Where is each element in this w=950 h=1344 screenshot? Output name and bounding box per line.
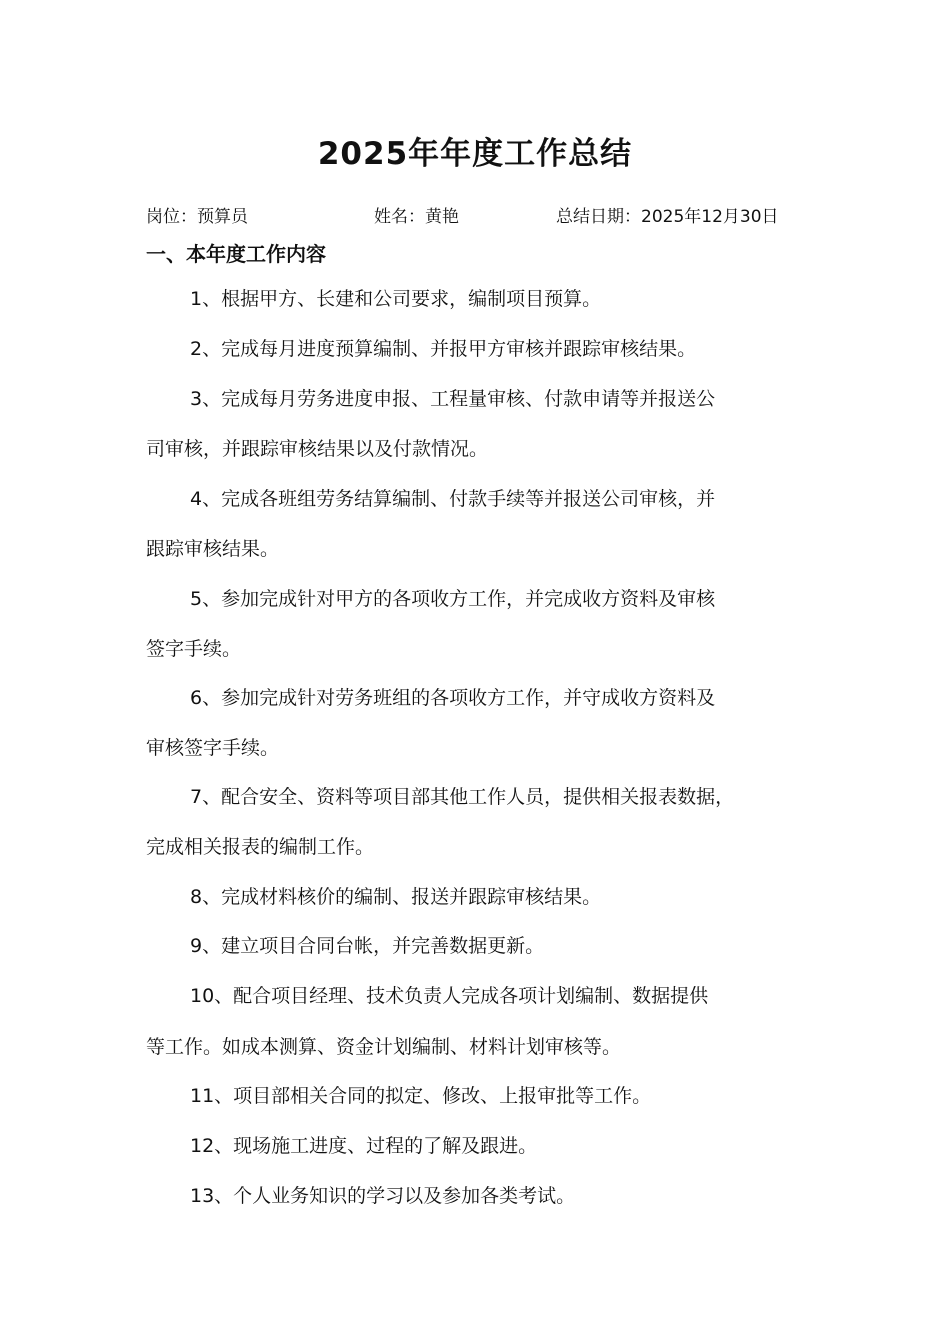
- list-item-5-cont: 签字手续。: [146, 638, 242, 660]
- list-item-3-cont: 司审核，并跟踪审核结果以及付款情况。: [146, 438, 489, 460]
- document-title: 2025年年度工作总结: [317, 136, 633, 172]
- list-item-10: 10、配合项目经理、技术负责人完成各项计划编制、数据提供: [190, 985, 709, 1007]
- list-item-6-cont: 审核签字手续。: [146, 737, 280, 759]
- name-field: 姓名：黄艳: [374, 207, 459, 227]
- list-item-3: 3、完成每月劳务进度申报、工程量审核、付款申请等并报送公: [190, 388, 716, 410]
- list-item-2: 2、完成每月进度预算编制、并报甲方审核并跟踪审核结果。: [190, 338, 697, 360]
- list-item-10-cont: 等工作。如成本测算、资金计划编制、材料计划审核等。: [146, 1036, 622, 1058]
- list-item-8: 8、完成材料核价的编制、报送并跟踪审核结果。: [190, 886, 602, 908]
- list-item-4: 4、完成各班组劳务结算编制、付款手续等并报送公司审核，并: [190, 488, 716, 510]
- list-item-11: 11、项目部相关合同的拟定、修改、上报审批等工作。: [190, 1085, 652, 1107]
- list-item-6: 6、参加完成针对劳务班组的各项收方工作，并守成收方资料及: [190, 687, 716, 709]
- list-item-9: 9、建立项目合同台帐，并完善数据更新。: [190, 935, 545, 957]
- position-field: 岗位：预算员: [146, 207, 248, 227]
- date-field: 总结日期：2025年12月30日: [556, 207, 779, 227]
- list-item-13: 13、个人业务知识的学习以及参加各类考试。: [190, 1185, 576, 1207]
- list-item-4-cont: 跟踪审核结果。: [146, 538, 280, 560]
- list-item-1: 1、根据甲方、长建和公司要求，编制项目预算。: [190, 288, 602, 310]
- list-item-5: 5、参加完成针对甲方的各项收方工作，并完成收方资料及审核: [190, 588, 716, 610]
- list-item-7-cont: 完成相关报表的编制工作。: [146, 836, 375, 858]
- list-item-7: 7、配合安全、资料等项目部其他工作人员，提供相关报表数据，: [190, 786, 735, 808]
- list-item-12: 12、现场施工进度、过程的了解及跟进。: [190, 1135, 538, 1157]
- section-heading: 一、本年度工作内容: [146, 242, 326, 266]
